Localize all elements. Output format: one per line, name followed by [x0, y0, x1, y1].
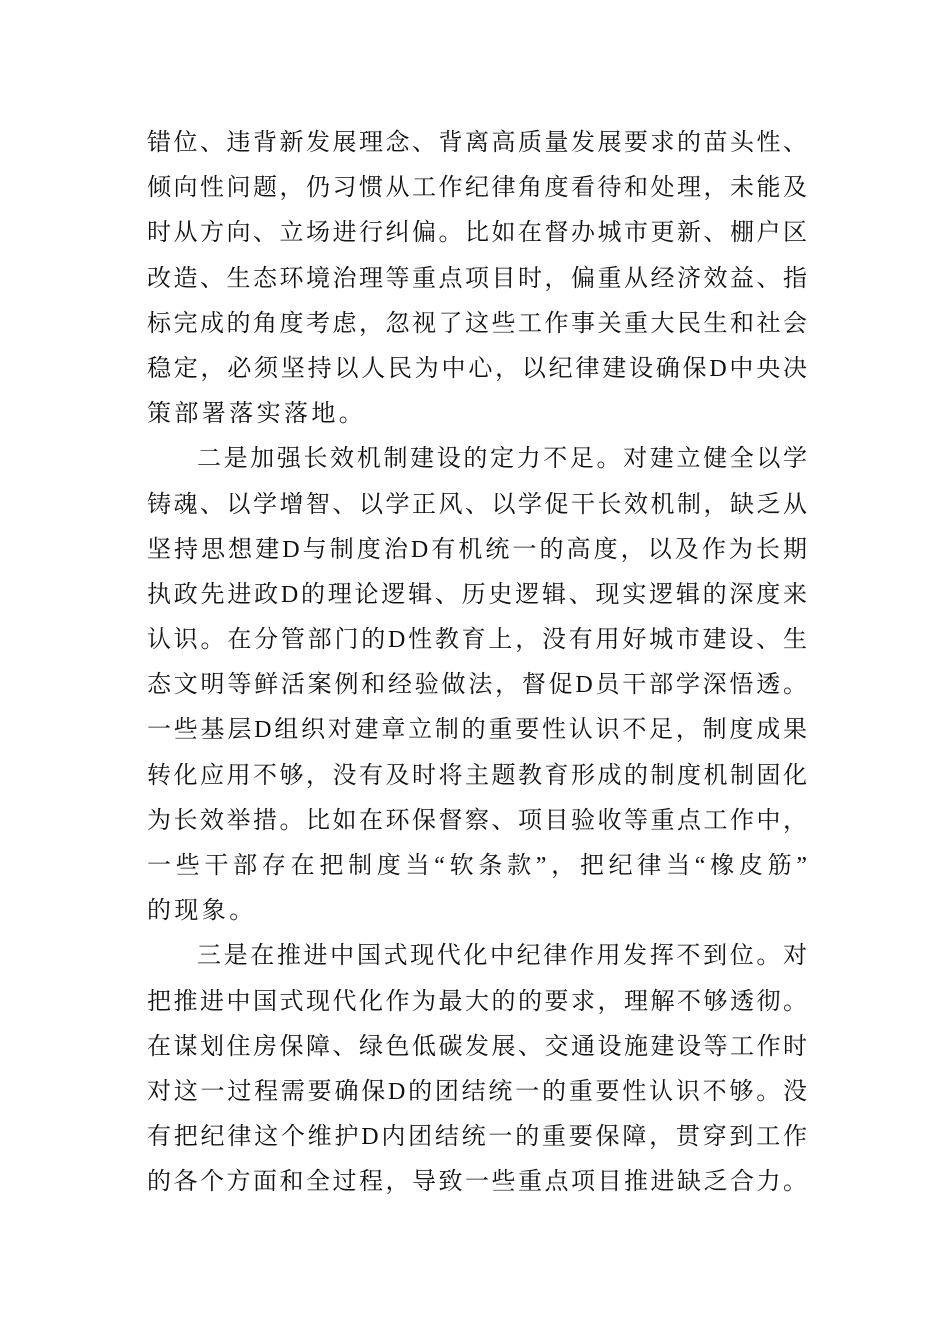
- text-line: 一些干部存在把制度当“软条款”，把纪律当“橡皮筋”: [147, 853, 807, 879]
- text-line: 标完成的角度考虑，忽视了这些工作事关重大民生和社会: [147, 310, 807, 337]
- text-line: 在谋划住房保障、绿色低碳发展、交通设施建设等工作时: [147, 1033, 807, 1060]
- text-line: 的现象。: [147, 898, 257, 925]
- text-line: 转化应用不够，没有及时将主题教育形成的制度机制固化: [147, 762, 807, 789]
- text-line: 倾向性问题，仍习惯从工作纪律角度看待和处理，未能及: [147, 175, 807, 202]
- document-page: [147, 121, 807, 1206]
- text-line: 把推进中国式现代化作为最大的的要求，理解不够透彻。: [147, 988, 807, 1015]
- text-line: 一些基层D组织对建章立制的重要性认识不足，制度成果: [147, 717, 807, 744]
- text-line: 稳定，必须坚持以人民为中心，以纪律建设确保D中央决: [147, 355, 807, 382]
- text-line: 时从方向、立场进行纠偏。比如在督办城市更新、棚户区: [147, 220, 807, 247]
- text-line: 的各个方面和全过程，导致一些重点项目推进缺乏合力。: [147, 1169, 807, 1196]
- text-line: 有把纪律这个维护D内团结统一的重要保障，贯穿到工作: [147, 1124, 807, 1151]
- text-line: 坚持思想建D与制度治D有机统一的高度，以及作为长期: [147, 536, 807, 563]
- text-line: 二是加强长效机制建设的定力不足。对建立健全以学: [197, 446, 807, 473]
- text-line: 三是在推进中国式现代化中纪律作用发挥不到位。对: [197, 943, 807, 970]
- paragraph: [147, 934, 807, 1205]
- text-line: 对这一过程需要确保D的团结统一的重要性认识不够。没: [147, 1078, 807, 1105]
- text-line: 态文明等鲜活案例和经验做法，督促D员干部学深悟透。: [147, 672, 807, 699]
- text-line: 铸魂、以学增智、以学正风、以学促干长效机制，缺乏从: [147, 491, 807, 518]
- text-line: 认识。在分管部门的D性教育上，没有用好城市建设、生: [147, 627, 807, 654]
- text-line: 为长效举措。比如在环保督察、项目验收等重点工作中，: [147, 807, 807, 834]
- paragraph: [147, 121, 807, 437]
- text-line: 错位、违背新发展理念、背离高质量发展要求的苗头性、: [147, 130, 807, 156]
- text-line: 改造、生态环境治理等重点项目时，偏重从经济效益、指: [147, 265, 807, 292]
- text-line: 策部署落实落地。: [147, 401, 367, 428]
- text-line: 执政先进政D的理论逻辑、历史逻辑、现实逻辑的深度来: [147, 581, 807, 608]
- paragraph: [147, 437, 807, 934]
